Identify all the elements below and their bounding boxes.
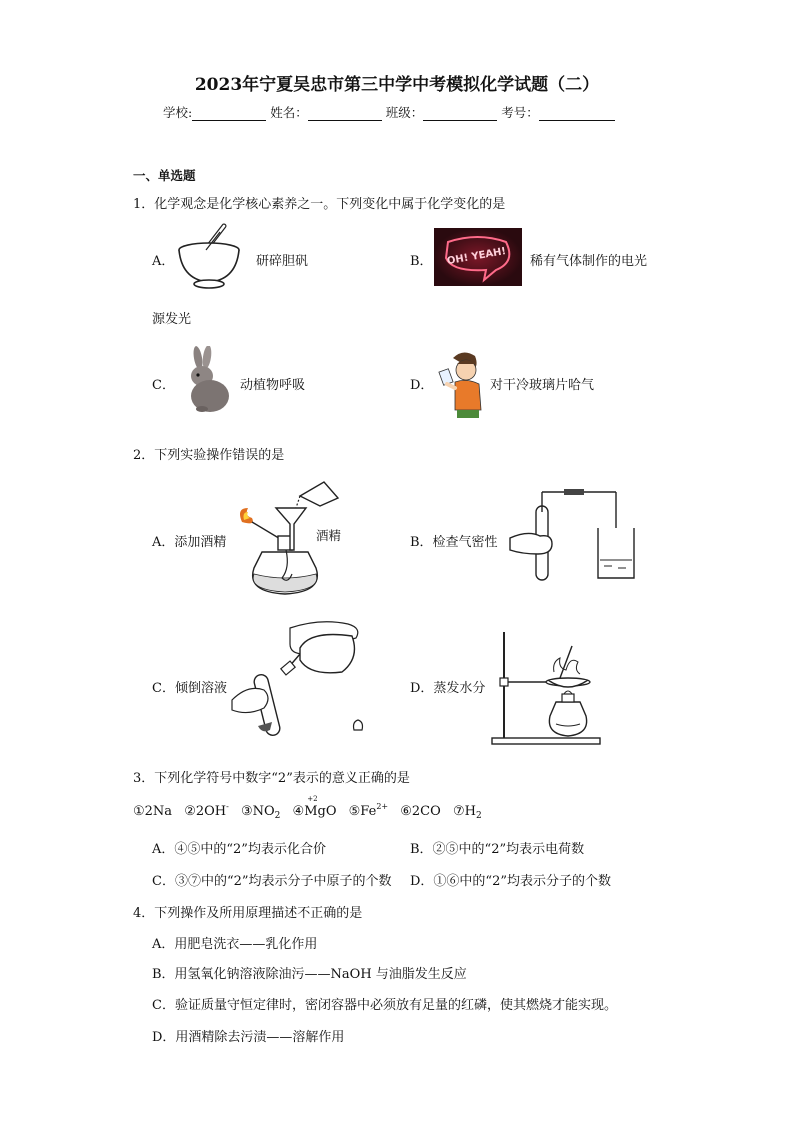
symbol-1: 2Na [144, 804, 173, 819]
question-3-stem: 3．下列化学符号中数字“2”表示的意义正确的是 [133, 771, 410, 786]
symbol-3-mark: ③ [240, 804, 253, 819]
symbol-5-superscript: 2+ [376, 802, 389, 811]
symbol-2-superscript: - [226, 802, 229, 811]
q2-option-d-text: D．蒸发水分 [410, 681, 486, 696]
neon-sign-text: OH! YEAH! [446, 245, 507, 268]
symbol-4: MgO [304, 804, 337, 819]
q2-option-c-text: C．倾倒溶液 [152, 681, 227, 696]
symbol-2-mark: ② [184, 804, 196, 819]
symbol-3-subscript: 2 [274, 811, 281, 821]
pouring-solution-figure [230, 614, 370, 744]
q3-option-a: A．④⑤中的“2”均表示化合价 [152, 842, 326, 857]
question-4-stem: 4．下列操作及所用原理描述不正确的是 [133, 906, 363, 921]
q1-option-a-letter: A． [152, 254, 175, 269]
symbol-7-mark: ⑦ [452, 804, 465, 819]
airtightness-check-figure [508, 488, 638, 584]
q3-symbols-row [133, 795, 482, 821]
evaporation-setup-figure [490, 628, 608, 746]
q1-option-a-text: 研碎胆矾 [256, 254, 309, 269]
mortar-pestle-icon [176, 222, 242, 292]
symbol-1-mark: ① [133, 804, 145, 819]
exam-no-label: 考号： [501, 105, 539, 120]
symbol-4-mark: ④ [292, 804, 305, 819]
question-2-stem: 2．下列实验操作错误的是 [133, 448, 285, 463]
student-info-row [163, 103, 615, 121]
q4-option-d: D．用酒精除去污渍——溶解作用 [152, 1030, 345, 1045]
q3-option-b: B．②⑤中的“2”均表示电荷数 [410, 842, 585, 857]
symbol-5-mark: ⑤ [348, 804, 361, 819]
q1-option-d-letter: D． [410, 378, 434, 393]
class-label: 班级： [385, 105, 424, 120]
section-heading: 一、单选题 [133, 168, 196, 183]
q1-option-c-text: 动植物呼吸 [240, 378, 306, 393]
symbol-2: 2OH [195, 804, 227, 819]
q1-option-b-text-continued: 源发光 [152, 312, 192, 327]
rabbit-icon [182, 346, 232, 416]
symbol-7: H [464, 804, 476, 819]
q1-option-d-text: 对干冷玻璃片哈气 [490, 378, 595, 393]
q4-option-b: B．用氢氧化钠溶液除油污——NaOH 与油脂发生反应 [152, 967, 467, 982]
name-blank[interactable] [308, 106, 382, 121]
school-label: 学校: [163, 105, 193, 120]
symbol-6-mark: ⑥ [400, 804, 412, 819]
symbol-3: NO [252, 804, 275, 819]
q3-option-d: D．①⑥中的“2”均表示分子的个数 [410, 874, 611, 889]
symbol-7-subscript: 2 [475, 811, 482, 821]
q2-option-b-text: B．检查气密性 [410, 535, 498, 550]
school-blank[interactable] [192, 106, 266, 121]
q1-option-b-letter: B． [410, 254, 433, 269]
q2-option-a-text: A．添加酒精 [152, 535, 227, 550]
girl-breathing-glass-icon [433, 348, 489, 422]
q4-option-a: A．用肥皂洗衣——乳化作用 [152, 937, 318, 952]
class-blank[interactable] [423, 106, 497, 121]
name-label: 姓名： [270, 105, 308, 120]
symbol-6: 2CO [411, 804, 441, 819]
q3-option-c: C．③⑦中的“2”均表示分子中原子的个数 [152, 874, 392, 889]
symbol-4-valence: +2 [307, 795, 318, 803]
q1-option-c-letter: C． [152, 378, 175, 393]
question-1-stem: 1．化学观念是化学核心素养之一。下列变化中属于化学变化的是 [133, 197, 506, 212]
q1-option-b-text: 稀有气体制作的电光 [530, 254, 648, 269]
q4-option-c: C．验证质量守恒定律时，密闭容器中必须放有足量的红磷，使其燃烧才能实现。 [152, 998, 617, 1013]
page-title: 2023年宁夏吴忠市第三中学中考模拟化学试题（二） [194, 75, 600, 95]
symbol-5: Fe [360, 804, 377, 819]
exam-no-blank[interactable] [539, 106, 615, 121]
q2-figure-a-label: 酒精 [316, 528, 342, 543]
neon-sign-icon [434, 228, 522, 286]
